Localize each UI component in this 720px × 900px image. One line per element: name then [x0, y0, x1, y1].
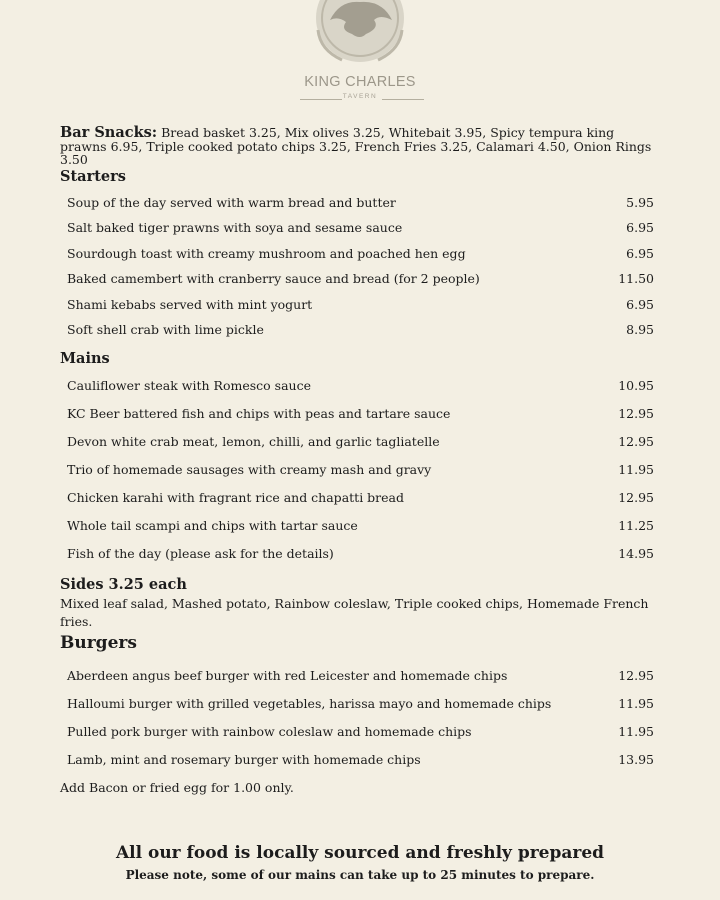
- bar-snacks-title: Bar Snacks:: [60, 124, 158, 141]
- menu-item-name: Salt baked tiger prawns with soya and sesame sauce: [67, 220, 403, 235]
- footer-headline: All our food is locally sourced and freshly prepared: [115, 843, 605, 863]
- menu-item-name: KC Beer battered fish and chips with peas and tartare sauce: [67, 405, 451, 421]
- menu-item-name: Sourdough toast with creamy mushroom and poached hen egg: [67, 245, 466, 261]
- menu-item-name: Lamb, mint and rosemary burger with homemade chips: [67, 751, 421, 767]
- brand-subtitle: TAVERN: [342, 93, 378, 100]
- sides-heading: Sides 3.25 each: [60, 575, 187, 593]
- sides-text: Mixed leaf salad, Mashed potato, Rainbow coleslaw, Triple cooked chips, Homemade French fries.: [60, 595, 649, 629]
- menu-item-row: [60, 435, 660, 449]
- menu-item-name: Cauliflower steak with Romesco sauce: [67, 377, 311, 393]
- logo: [0, 0, 720, 110]
- brand-name: KING CHARLES: [304, 74, 416, 90]
- menu-item-row: [60, 491, 660, 505]
- lion-crest-icon: [300, 0, 420, 65]
- menu-item-name: Soft shell crab with lime pickle: [67, 322, 264, 337]
- menu-item-price: 14.95: [618, 545, 654, 561]
- menu-item-price: 6.95: [626, 296, 654, 312]
- menu-item-price: 11.95: [618, 723, 654, 739]
- menu-item-price: 6.95: [626, 220, 654, 235]
- starters-heading: Starters: [60, 167, 126, 185]
- menu-item-price: 11.95: [618, 695, 654, 711]
- menu-item-row: [60, 272, 660, 286]
- menu-item-row: [60, 196, 660, 210]
- footer-note: Please note, some of our mains can take up to 25 minutes to prepare.: [125, 868, 595, 882]
- starters-list: [60, 196, 660, 338]
- menu-item-price: 12.95: [618, 667, 654, 683]
- menu-item-price: 11.95: [618, 461, 654, 477]
- mains-heading: Mains: [60, 349, 110, 367]
- menu-item-row: [60, 697, 660, 711]
- menu-item-price: 12.95: [618, 433, 654, 449]
- menu-item-price: 13.95: [618, 751, 654, 767]
- menu-item-row: [60, 753, 660, 767]
- menu-item-name: Fish of the day (please ask for the details): [67, 545, 334, 561]
- menu-item-name: Aberdeen angus beef burger with red Leicester and homemade chips: [67, 667, 508, 683]
- menu-item-price: 12.95: [618, 489, 654, 505]
- menu-item-row: [60, 547, 660, 561]
- menu-item-name: Devon white crab meat, lemon, chilli, and garlic tagliatelle: [67, 433, 440, 449]
- menu-item-row: [60, 323, 660, 337]
- bar-snacks-text: Bread basket 3.25, Mix olives 3.25, Whitebait 3.95, Spicy tempura king prawns 6.95, Triple cooked potato chips 3.25, French Fries 3.25, Calamari 4.50, Onion Rings 3.50: [60, 125, 652, 167]
- menu-item-row: [60, 247, 660, 261]
- menu-item-price: 11.50: [618, 271, 654, 286]
- menu-item-row: [60, 725, 660, 739]
- menu-item-name: Trio of homemade sausages with creamy mash and gravy: [67, 461, 432, 477]
- menu-item-name: Chicken karahi with fragrant rice and chapatti bread: [67, 489, 404, 505]
- menu-item-name: Halloumi burger with grilled vegetables, harissa mayo and homemade chips: [67, 695, 552, 711]
- menu-item-name: Whole tail scampi and chips with tartar sauce: [67, 517, 358, 533]
- menu-item-name: Pulled pork burger with rainbow coleslaw and homemade chips: [67, 723, 472, 739]
- menu-item-price: 10.95: [618, 377, 654, 393]
- menu-item-row: [60, 519, 660, 533]
- menu-item-price: 12.95: [618, 405, 654, 421]
- menu-item-name: Baked camembert with cranberry sauce and bread (for 2 people): [67, 271, 480, 286]
- burgers-list: [60, 669, 660, 767]
- menu-content: [60, 126, 660, 795]
- menu-item-row: [60, 669, 660, 683]
- menu-item-price: 5.95: [626, 194, 654, 210]
- menu-item-price: 6.95: [626, 245, 654, 261]
- menu-item-price: 8.95: [626, 322, 654, 337]
- menu-item-row: [60, 379, 660, 393]
- burgers-heading: Burgers: [60, 632, 137, 653]
- menu-item-row: [60, 298, 660, 312]
- brand-divider-right: [382, 99, 424, 100]
- menu-item-name: Soup of the day served with warm bread and butter: [67, 194, 396, 210]
- bar-snacks: [60, 126, 660, 167]
- menu-item-row: [60, 221, 660, 235]
- menu-item-price: 11.25: [618, 517, 654, 533]
- menu-item-row: [60, 407, 660, 421]
- burgers-addon-note: Add Bacon or fried egg for 1.00 only.: [60, 779, 294, 795]
- menu-item-row: [60, 463, 660, 477]
- menu-item-name: Shami kebabs served with mint yogurt: [67, 296, 313, 312]
- mains-list: [60, 379, 660, 561]
